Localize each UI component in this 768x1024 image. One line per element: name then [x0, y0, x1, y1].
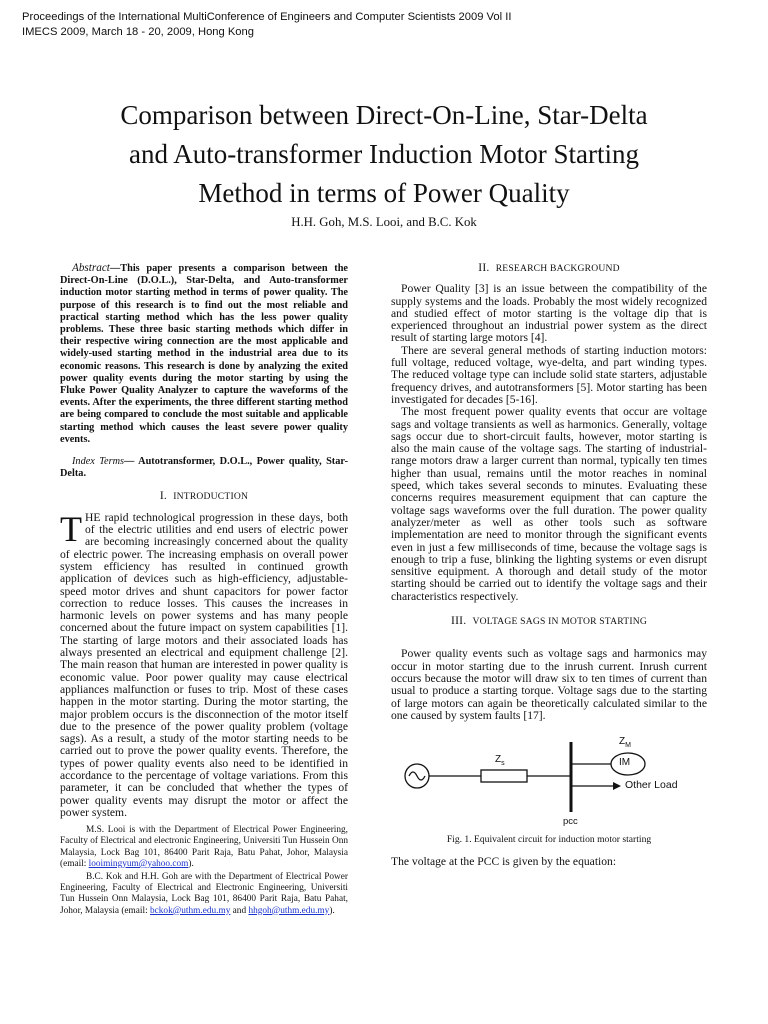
section-number: I. — [159, 489, 168, 503]
left-column — [60, 262, 348, 917]
author-list: H.H. Goh, M.S. Looi, and B.C. Kok — [291, 215, 477, 229]
source-impedance-box — [481, 770, 527, 782]
title-line-1: Comparison between Direct-On-Line, Star-Delta — [120, 100, 648, 130]
pcc-label: pcc — [563, 816, 578, 828]
section-title: VOLTAGE SAGS IN MOTOR STARTING — [472, 616, 647, 628]
footnote-looi — [60, 825, 348, 870]
abstract-text: This paper presents a comparison between the Direct-On-Line (D.O.L.), Star-Delta, and Auto-transformer induction motor starting method in terms of power quality. The purpose of this research is to find out the most reliable and practical starting method which has the less power quality problems. These three basic starting methods which differ in their respective wiring connection are the most applicable and widely-used starting method in the industrial area due to its economic reasons. This research is done by analyzing the exited power quality events during the motor starting by using the Fluke Power Quality Analyzer to capture the waveforms of the events. After the experiments, the three different starting method are being compared to conclude the most suitable and applicable starting method which causes the least severe power quality events. — [60, 263, 348, 445]
background-paragraph-2: There are several general methods of starting induction motors: full voltage, reduced voltage, wye-delta, and part winding types. The reduced voltage type can include solid state starters, adjustable frequency drives, and autotransformers [5]. Motor starting has been investigated for decades [5-16]. — [391, 343, 707, 406]
closing-sentence: The voltage at the PCC is given by the equation: — [391, 855, 617, 869]
title-line-2: and Auto-transformer Induction Motor Starting — [129, 139, 639, 169]
title-line-3: Method in terms of Power Quality — [198, 178, 570, 208]
im-label: IM — [619, 757, 631, 769]
email-link[interactable]: bckok@uthm.edu.my — [150, 905, 231, 916]
other-load-label: Other Load — [625, 779, 678, 792]
header-line-2: IMECS 2009, March 18 - 20, 2009, Hong Kong — [22, 26, 254, 38]
header-line-1: Proceedings of the International MultiConference of Engineers and Computer Scientists 2009 Vol II — [22, 11, 512, 23]
footnote-text: M.S. Looi is with the Department of Electrical Power Engineering, Faculty of Electrical and electronic Engineering, Universiti Tun Hussein Onn Malaysia, Lock Bag 101, 86400 Parit Raja, Batu Pahat, Johor, Malaysia (email: — [60, 825, 348, 869]
arrow-icon — [613, 782, 621, 790]
abstract — [60, 262, 348, 446]
index-terms-text: — Autotransformer, D.O.L., Power quality, Star-Delta. — [60, 456, 349, 480]
email-link[interactable]: looimingyum@yahoo.com — [88, 858, 189, 869]
intro-text: HE rapid technological progression in these days, both of the electric utilities and end users of electric power are becoming increasingly concerned about the quality of electric power. The increasing emphasis on overall power system efficiency has resulted in continued growth application of devices such as high-efficiency, adjustable-speed motor drives and shunt capacitors for power factor correction to reduce losses. This causes the increases in harmonic levels on power systems and has many people concerned about the future impact on system capabilities [1]. The starting of large motors and their associated loads has always presented an electrical and equipment challenge [2]. The main reason that human are interested in power quality is economic value. Poor power quality may cause electrical appliances malfunction or fuses to trip. Most of these cases happen in the motor starting. During the motor starting, the major problem occurs is the disconnection of the motor itself due to the presence of the power quality problem (voltage sags). As a result, a study of the motor starting needs to be carried out to prove the power quality events. Therefore, the types of power quality events also need to be identified in accordance to the percentage of voltage variations. From this parameter, it can be concluded that whether the types of power quality events may disrupt the motor or affect the power system. — [60, 510, 348, 819]
section-heading-introduction — [60, 490, 348, 503]
background-paragraph-3: The most frequent power quality events that occur are voltage sags and voltage transients as well as harmonics. Generally, voltage sags occur due to short-circuit faults, however, motor starting is also the main cause of the voltage sags. The starting of industrial-range motors draw a larger current than normal, typically ten times higher than usual, remains until the motor reaches in nominal speed, which takes several seconds to minutes. Evaluating these concerns requires measurement equipment that can capture the voltage sags waveforms over the full duration. The power quality analyzer/meter as well as other tools such as software implementation are need to monitor through the significant events even in just a few milliseconds of time, because the voltage sags is enough to trip a fuse, blinking the lighting systems or even disrupt sensitive equipment. A thorough and detail study of the motor starting should be carried out to identify the voltage sags and their characteristics respectively. — [391, 405, 707, 603]
abstract-dash: — — [109, 263, 121, 274]
section-title: RESEARCH BACKGROUND — [495, 263, 620, 274]
footnote-kok-goh — [60, 872, 348, 917]
section-number: II. — [478, 261, 490, 274]
background-paragraph-1: Power Quality [3] is an issue between the compatibility of the supply systems and the loads. Probably the most widely recognized and studied effect of motor starting is the voltage dip that is experienced throughout an industrial power system as the direct result of starting large motors [4]. — [391, 282, 707, 345]
zm-label: $Z_M$ — [619, 736, 631, 750]
running-header — [22, 10, 511, 40]
zs-label: $Z_s$ — [495, 754, 505, 768]
abstract-lead: Abstract — [72, 262, 110, 274]
equivalent-circuit-figure — [391, 736, 707, 828]
intro-paragraph — [60, 508, 348, 819]
voltage-sags-paragraph: Power quality events such as voltage sags and harmonics may occur in motor starting due to the inrush current. Inrush current occurs because the motor will draw six to ten times of current than usual to produce a starting torque. Voltage sags due to the starting of large motors can again be theoretically calculated similar to the one caused by system faults [17]. — [391, 647, 707, 722]
section-heading-research-background — [391, 262, 707, 275]
sine-wave-icon — [409, 772, 425, 780]
footnote-end: ). — [188, 858, 194, 869]
paper-title — [0, 96, 768, 213]
footnote-mid: and — [230, 905, 249, 916]
footnote-end: ). — [329, 905, 335, 916]
section-number: III. — [451, 614, 467, 628]
figure-caption: Fig. 1. Equivalent circuit for induction motor starting — [446, 834, 652, 846]
section-heading-voltage-sags — [391, 615, 707, 628]
footnote-text: B.C. Kok and H.H. Goh are with the Department of Electrical Power Engineering, Faculty of Electrical and Electronic Engineering, Universiti Tun Hussein Onn Malaysia, Lock Bag 101, 86400 Parit Raja, Batu Pahat, Johor, Malaysia (email: — [60, 871, 348, 916]
index-terms — [60, 456, 348, 480]
section-title: INTRODUCTION — [173, 491, 249, 503]
drop-cap: T — [60, 508, 82, 549]
email-link[interactable]: hhgoh@uthm.edu.my — [248, 905, 330, 916]
index-terms-lead: Index Terms — [72, 456, 125, 468]
right-column — [391, 262, 707, 869]
